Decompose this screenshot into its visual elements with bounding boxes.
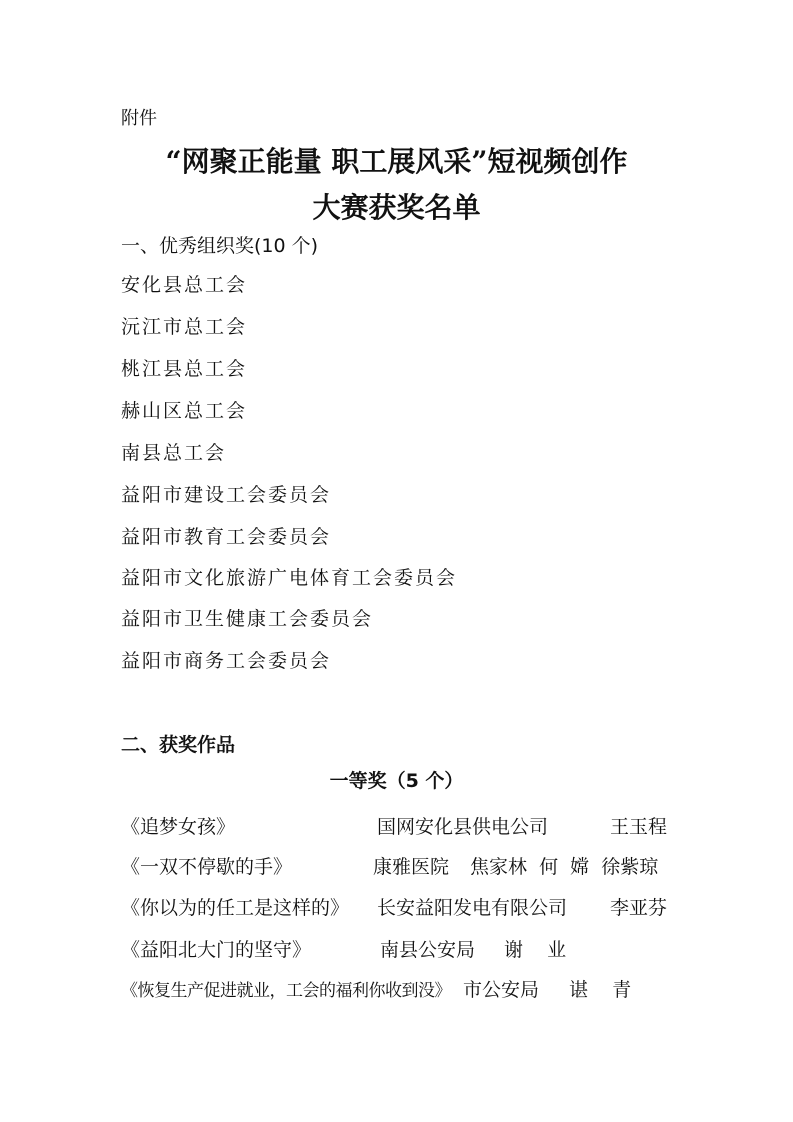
org-list-item: 益阳市教育工会委员会 — [121, 526, 332, 548]
work-title: 《你以为的任工是这样的》 — [121, 897, 350, 919]
work-title: 《一双不停歇的手》 — [121, 856, 293, 878]
work-unit: 南县公安局 — [380, 939, 476, 961]
work-title: 《恢复生产促进就业，工会的福利你收到没》 — [121, 981, 451, 1001]
work-unit: 康雅医院 — [373, 856, 450, 878]
org-list-item: 益阳市文化旅游广电体育工会委员会 — [121, 567, 458, 589]
work-authors: 谌 青 — [569, 979, 632, 1001]
org-list-item: 沅江市总工会 — [121, 316, 248, 338]
org-list-item: 南县总工会 — [121, 442, 227, 464]
org-list-item: 益阳市卫生健康工会委员会 — [121, 608, 374, 630]
work-title: 《益阳北大门的坚守》 — [121, 939, 312, 961]
first-prize-heading: 一等奖（5 个） — [329, 770, 464, 792]
work-authors: 焦家林 何 嫦 徐紫琼 — [470, 856, 659, 878]
work-unit: 市公安局 — [463, 979, 540, 1001]
org-list-item: 桃江县总工会 — [121, 358, 248, 380]
title-line-1: “网聚正能量 职工展风采”短视频创作 — [165, 145, 628, 178]
work-unit: 国网安化县供电公司 — [377, 816, 549, 838]
section-1-heading: 一、优秀组织奖(10 个) — [121, 235, 319, 257]
work-authors: 李亚芬 — [610, 897, 668, 919]
work-authors: 王玉程 — [610, 816, 668, 838]
work-title: 《追梦女孩》 — [121, 816, 236, 838]
section-2-heading: 二、获奖作品 — [121, 734, 236, 756]
org-list-item: 益阳市商务工会委员会 — [121, 650, 332, 672]
work-authors: 谢 业 — [504, 939, 567, 961]
org-list-item: 安化县总工会 — [121, 274, 248, 296]
title-line-2: 大赛获奖名单 — [312, 191, 481, 224]
work-unit: 长安益阳发电有限公司 — [377, 897, 568, 919]
org-list-item: 赫山区总工会 — [121, 400, 248, 422]
org-list-item: 益阳市建设工会委员会 — [121, 484, 332, 506]
attachment-label: 附件 — [121, 108, 157, 129]
